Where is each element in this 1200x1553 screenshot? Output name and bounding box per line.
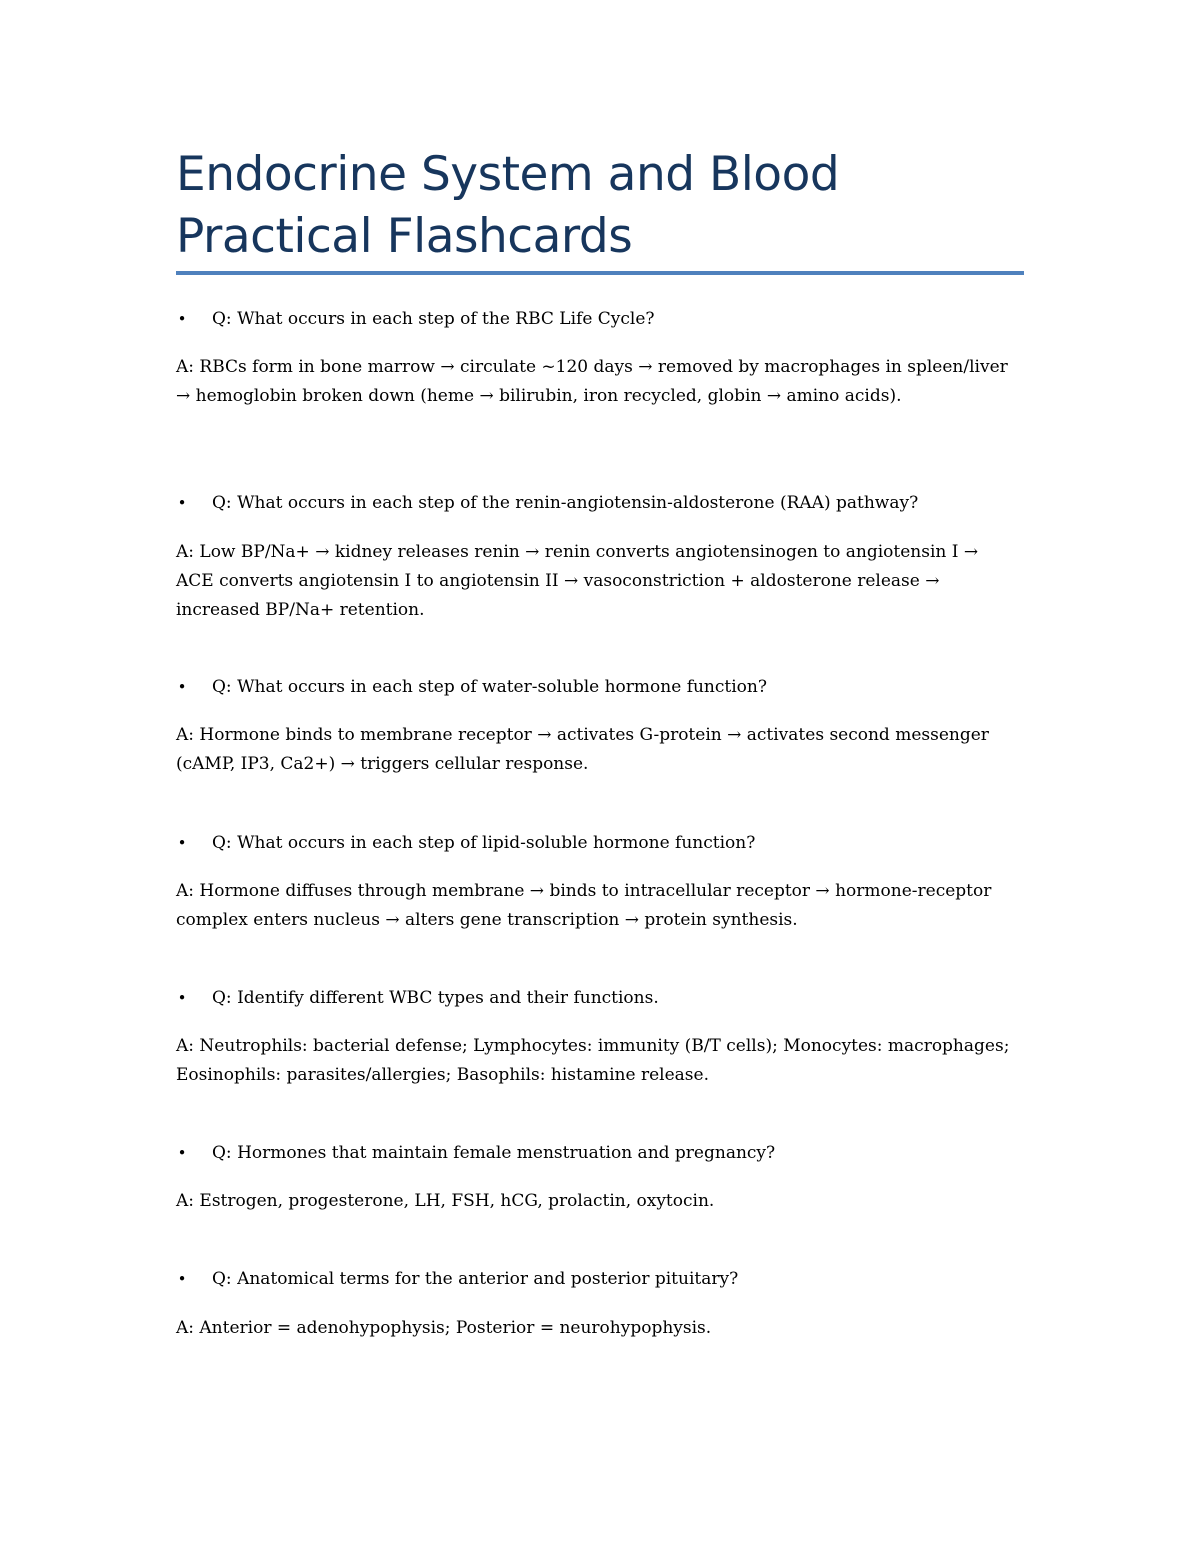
flashcard-answer: A: Estrogen, progesterone, LH, FSH, hCG, prolactin, oxytocin. — [176, 1191, 715, 1211]
bullet-icon: • — [177, 494, 187, 512]
question-text: Q: Identify different WBC types and their functions. — [212, 988, 659, 1008]
bullet-icon: • — [177, 1144, 187, 1162]
bullet-icon: • — [177, 989, 187, 1007]
flashcard-answer: A: RBCs form in bone marrow → circulate ~120 days → removed by macrophages in spleen/liver → hemoglobin broken down (heme → bilirubin, iron recycled, globin → amino acids). — [176, 357, 1008, 406]
question-text: Q: What occurs in each step of lipid-soluble hormone function? — [212, 833, 756, 853]
question-text: Q: Anatomical terms for the anterior and posterior pituitary? — [212, 1269, 739, 1289]
question-text: Q: What occurs in each step of the RBC Life Cycle? — [212, 309, 655, 329]
flashcard-answer: A: Low BP/Na+ → kidney releases renin → renin converts angiotensinogen to angiotensin I → ACE converts angiotensin I to angiotensin II → vasoconstriction + aldosterone release → increased BP/Na+ retention. — [176, 542, 979, 620]
bullet-icon: • — [177, 1270, 187, 1288]
question-text: Q: What occurs in each step of water-soluble hormone function? — [212, 677, 767, 697]
document-title: Endocrine System and Blood Practical Flashcards — [176, 147, 840, 264]
flashcard-answer: A: Hormone binds to membrane receptor → activates G-protein → activates second messenger (cAMP, IP3, Ca2+) → triggers cellular response. — [176, 725, 989, 774]
bullet-icon: • — [177, 834, 187, 852]
bullet-icon: • — [177, 310, 187, 328]
question-text: Q: Hormones that maintain female menstruation and pregnancy? — [212, 1143, 776, 1163]
flashcard-answer: A: Neutrophils: bacterial defense; Lymphocytes: immunity (B/T cells); Monocytes: macrophages; Eosinophils: parasites/allergies; Basophils: histamine release. — [176, 1036, 1010, 1085]
question-text: Q: What occurs in each step of the renin-angiotensin-aldosterone (RAA) pathway? — [212, 493, 919, 513]
bullet-icon: • — [177, 678, 187, 696]
flashcard-answer: A: Anterior = adenohypophysis; Posterior = neurohypophysis. — [176, 1318, 712, 1338]
flashcard-answer: A: Hormone diffuses through membrane → binds to intracellular receptor → hormone-receptor complex enters nucleus → alters gene transcription → protein synthesis. — [176, 881, 992, 930]
